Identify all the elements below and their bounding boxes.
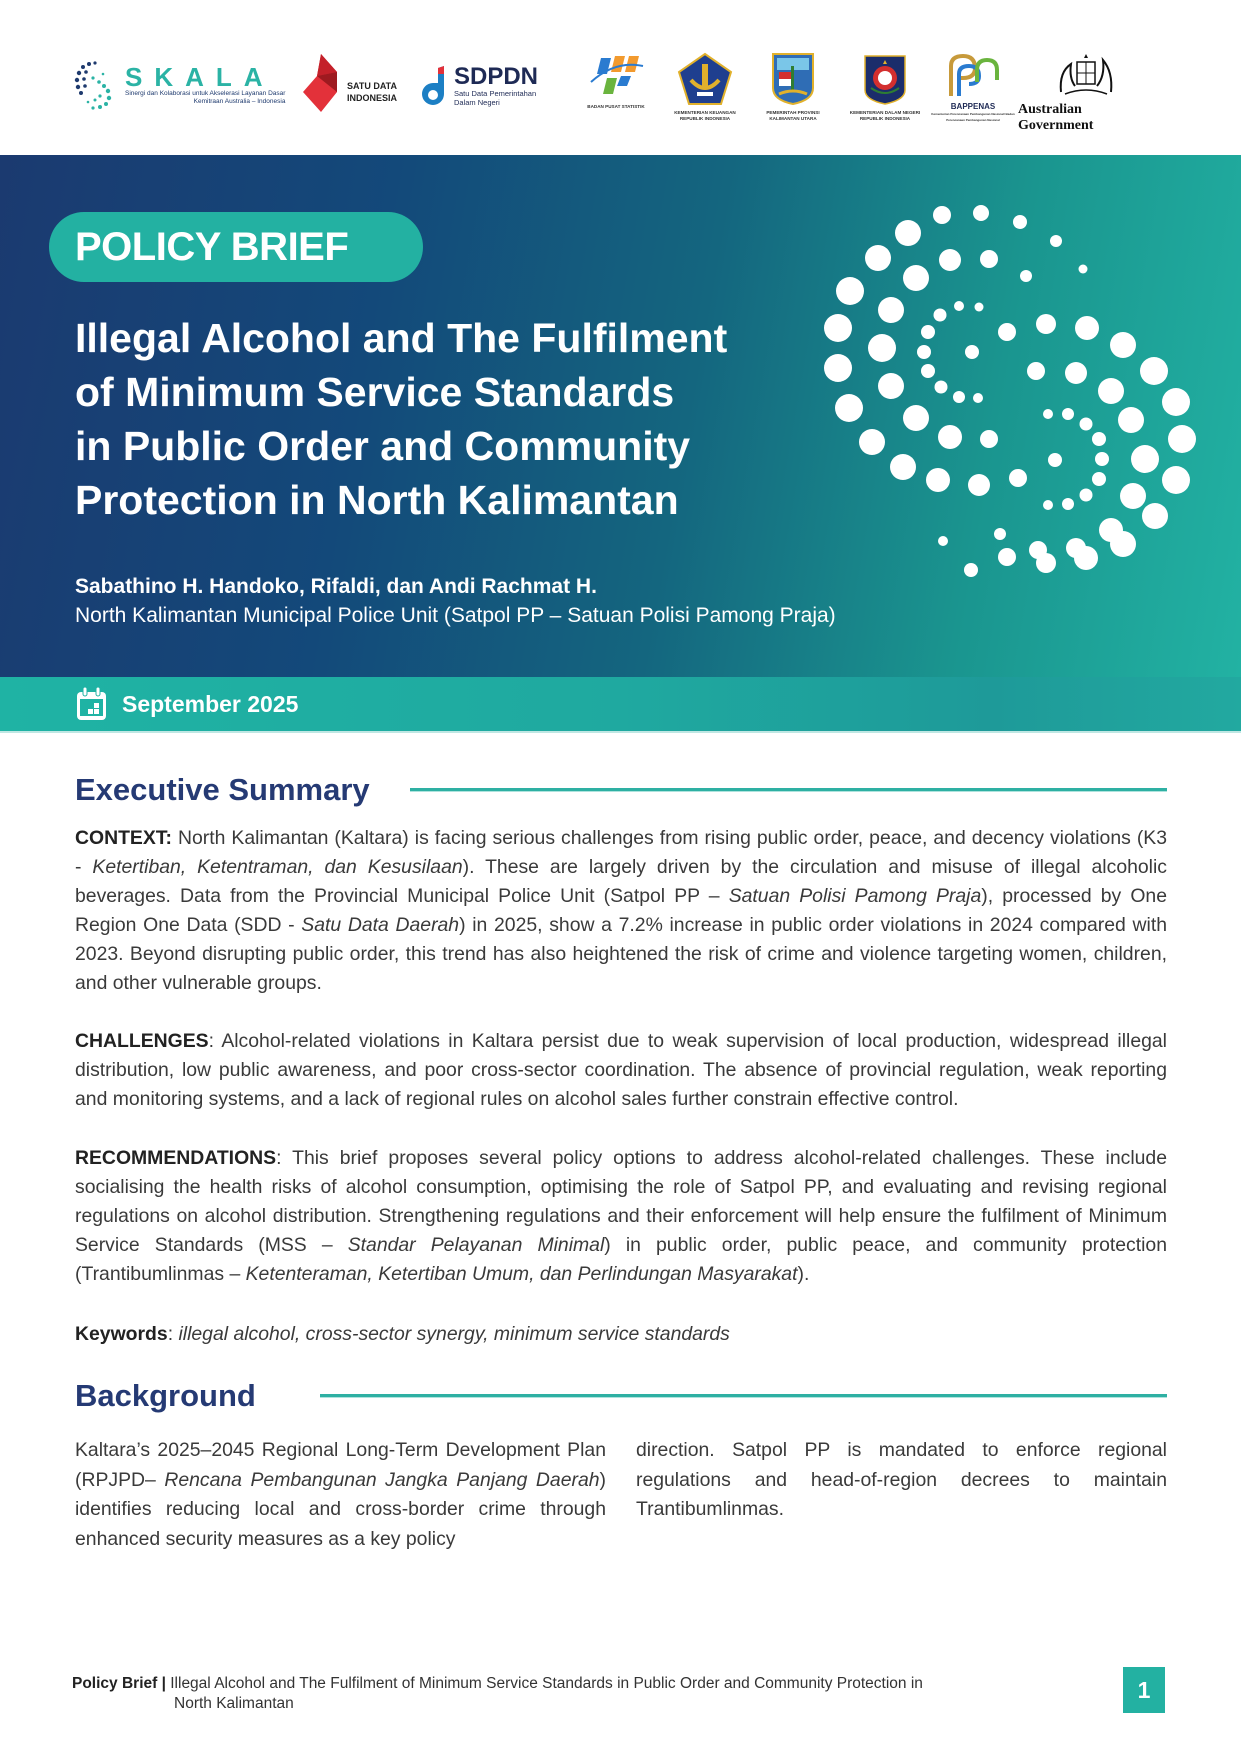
kaltara-logo — [755, 52, 831, 122]
policy-brief-badge — [49, 212, 423, 282]
keywords-separator: : — [167, 1323, 179, 1345]
skala-tagline: Sinergi dan Kolaborasi untuk Akselerasi Layanan Dasar — [125, 90, 286, 97]
page-footer — [72, 1674, 1022, 1714]
kemenkeu-caption: KEMENTERIAN KEUANGAN REPUBLIK INDONESIA — [674, 110, 736, 121]
executive-summary-heading-row — [75, 772, 1167, 808]
context-text: ). These are largely driven by the circulation and misuse of illegal alcoholic beverages. Data from the Provincial Municipal Police Unit (Satpol PP – — [75, 856, 1167, 907]
title-line-1: Illegal Alcohol and The Fulfilment — [75, 315, 728, 361]
dot-spiral-decoration-icon — [800, 180, 1241, 620]
satu-data-indonesia-logo — [303, 54, 397, 112]
sdpdn-mark-icon — [420, 64, 448, 108]
kemendagri-logo — [842, 52, 928, 122]
recommendations-paragraph — [75, 1144, 1167, 1289]
kemenkeu-logo — [664, 52, 746, 122]
context-text: North Kalimantan (Kaltara) is facing serious challenges from rising public order, peace, and decency violations (K3 - — [75, 827, 1167, 878]
skala-dot-spiral-icon — [73, 58, 117, 112]
authors: Sabathino H. Handoko, Rifaldi, dan Andi Rachmat H. — [75, 575, 597, 598]
recommendations-text: ) in public order, public peace, and community protection (Trantibumlinmas – — [75, 1234, 1167, 1285]
footer-title: Illegal Alcohol and The Fulfilment of Minimum Service Standards in Public Order and Community Protection in — [165, 1675, 923, 1692]
recommendations-italic: Ketenteraman, Ketertiban Umum, dan Perlindungan Masyarakat — [245, 1263, 798, 1285]
recommendations-label: RECOMMENDATIONS — [75, 1147, 277, 1169]
context-text: ) in 2025, show a 7.2% increase in public order violations in 2024 compared with 2023. Beyond disrupting public order, this trend has also heightened the risk of crime and violence targeting women, children, and other vulnerable groups. — [75, 914, 1167, 994]
bappenas-caption: BAPPENAS — [950, 102, 996, 111]
challenges-label: CHALLENGES — [75, 1030, 209, 1052]
sdpdn-line1: Satu Data Pemerintahan — [454, 89, 537, 98]
policy-brief-label: POLICY BRIEF — [75, 224, 349, 269]
bps-emblem-icon — [587, 52, 645, 100]
skala-partnership: Kemitraan Australia – Indonesia — [193, 98, 286, 105]
sdpdn-wordmark: SDPDN — [454, 63, 539, 90]
satu-data-red-shape-icon — [303, 54, 341, 112]
background-text: Kaltara’s 2025–2045 Regional Long-Term Development Plan (RPJPD– — [75, 1439, 606, 1491]
partner-logo-bar — [0, 0, 1241, 155]
skala-logo — [73, 58, 285, 112]
australian-government-wordmark: Australian Government — [1018, 102, 1094, 133]
australian-government-logo — [1018, 52, 1154, 134]
bappenas-emblem-icon — [947, 52, 999, 100]
bps-caption: BADAN PUSAT STATISTIK — [587, 104, 645, 109]
recommendations-text: ). — [797, 1263, 810, 1285]
background-left-column — [75, 1436, 606, 1554]
executive-summary-heading: Executive Summary — [75, 772, 370, 807]
context-paragraph — [75, 824, 1167, 998]
satu-data-line2: INDONESIA — [347, 93, 398, 103]
affiliation: North Kalimantan Municipal Police Unit (Satpol PP – Satuan Polisi Pamong Praja) — [75, 604, 836, 627]
context-text: ), processed by One Region One Data (SDD - — [75, 885, 1167, 936]
title-line-2: of Minimum Service Standards — [75, 369, 675, 415]
kaltara-caption: PEMERINTAH PROVINSI KALIMANTAN UTARA — [766, 110, 820, 121]
heading-divider — [410, 788, 1167, 792]
skala-wordmark: SKALA — [125, 62, 275, 92]
kemendagri-shield-icon — [863, 52, 907, 106]
keywords-list: illegal alcohol, cross-sector synergy, minimum service standards — [178, 1323, 730, 1345]
sdpdn-line2: Dalam Negeri — [454, 98, 500, 107]
background-right-column: direction. Satpol PP is mandated to enforce regional regulations and head-of-region decrees to maintain Trantibumlinmas. — [636, 1439, 1167, 1520]
hero-banner — [0, 155, 1241, 677]
challenges-text: : Alcohol-related violations in Kaltara persist due to weak supervision of local production, widespread illegal distribution, low public awareness, and poor cross-sector coordination. The absence of provincial regulation, weak reporting and monitoring systems, and a lack of regional rules on alcohol sales further constrain effective control. — [75, 1030, 1167, 1110]
kemenkeu-emblem-icon — [677, 52, 733, 106]
background-text: ) identifies reducing local and cross-border crime through enhanced security measures as a key policy — [75, 1468, 606, 1550]
publication-date: September 2025 — [122, 690, 299, 717]
context-italic: Ketertiban, Ketentraman, dan Kesusilaan — [92, 856, 463, 878]
title-line-4: Protection in North Kalimantan — [75, 477, 679, 523]
context-italic: Satu Data Daerah — [301, 914, 460, 936]
recommendations-text: : This brief proposes several policy options to address alcohol-related challenges. These include socialising the health risks of alcohol consumption, optimising the role of Satpol PP, and evaluating and revising regional regulations on alcohol distribution. Strengthening regulations and their enforcement will help ensure the fulfilment of Minimum Service Standards (MSS – — [75, 1147, 1167, 1256]
calendar-icon — [75, 686, 108, 722]
bappenas-logo — [930, 52, 1016, 123]
publication-date-bar — [0, 677, 1241, 731]
satu-data-line1: SATU DATA — [347, 81, 397, 91]
context-label: CONTEXT: — [75, 827, 172, 849]
page-number: 1 — [1123, 1667, 1165, 1713]
title-line-3: in Public Order and Community — [75, 423, 691, 469]
bps-logo — [578, 52, 654, 110]
date-bar-underline — [0, 731, 1241, 733]
footer-title-line2: North Kalimantan — [174, 1695, 294, 1712]
heading-divider — [320, 1394, 1167, 1398]
background-italic: Rencana Pembangunan Jangka Panjang Daerah — [164, 1468, 600, 1491]
sdpdn-logo — [420, 64, 538, 108]
background-heading: Background — [75, 1378, 256, 1413]
challenges-paragraph — [75, 1027, 1167, 1114]
australian-coat-of-arms-icon — [1051, 52, 1121, 100]
background-heading-row — [75, 1378, 1167, 1414]
context-italic: Satuan Polisi Pamong Praja — [728, 885, 982, 907]
document-title — [75, 311, 835, 527]
kemendagri-caption: KEMENTERIAN DALAM NEGERI REPUBLIK INDONESIA — [849, 110, 921, 121]
bappenas-sub: Kementerian Perencanaan Pembangunan Nasional/ Badan Perencanaan Pembangunan Nasional — [931, 112, 1015, 122]
keywords-label: Keywords — [75, 1323, 168, 1345]
footer-label: Policy Brief | — [72, 1675, 166, 1692]
keywords-line — [75, 1320, 1167, 1349]
recommendations-italic: Standar Pelayanan Minimal — [347, 1234, 605, 1256]
kaltara-shield-icon — [771, 52, 815, 106]
